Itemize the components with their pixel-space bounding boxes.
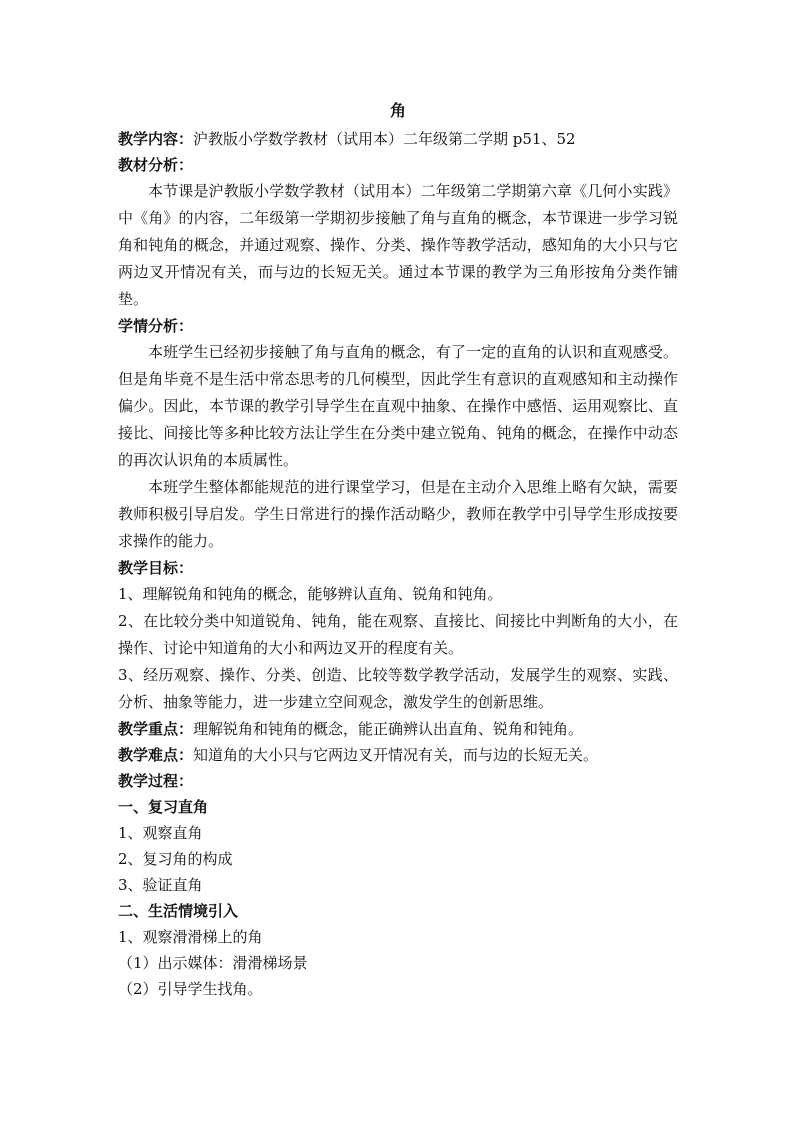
textbook-analysis-heading: 教材分析： (118, 156, 194, 174)
section1-item-1: 1、观察直角 (118, 824, 203, 842)
teaching-key-point-line (118, 716, 678, 742)
section1-item-3: 3、验证直角 (118, 876, 203, 894)
section1-item-2: 2、复习角的构成 (118, 850, 233, 868)
teaching-key-point-label: 教学重点： (118, 720, 194, 738)
teaching-goal-3: 3、经历观察、操作、分类、创造、比较等数学教学活动，发展学生的观察、实践、分析、抽象等能力，进一步建立空间观念，激发学生的创新思维。 (118, 666, 678, 711)
teaching-content-line (118, 126, 678, 152)
section-review-right-angle: 一、复习直角 (118, 798, 209, 816)
teaching-goal-2: 2、在比较分类中知道锐角、钝角，能在观察、直接比、间接比中判断角的大小，在操作、讨论中知道角的大小和两边叉开的程度有关。 (118, 612, 678, 657)
teaching-difficulty-line (118, 742, 678, 768)
teaching-difficulty-label: 教学难点： (118, 746, 194, 764)
section2-sub-item-1: （1）出示媒体：滑滑梯场景 (118, 954, 308, 972)
student-analysis-paragraph-2: 本班学生整体都能规范的进行课堂学习，但是在主动介入思维上略有欠缺，需要教师积极引导启发。学生日常进行的操作活动略少，教师在教学中引导学生形成按要求操作的能力。 (118, 478, 678, 550)
section2-sub-item-2: （2）引导学生找角。 (118, 980, 263, 998)
teaching-process-heading: 教学过程： (118, 772, 194, 790)
section2-item-1: 1、观察滑滑梯上的角 (118, 928, 263, 946)
student-analysis-paragraph-1: 本班学生已经初步接触了角与直角的概念，有了一定的直角的认识和直观感受。但是角毕竟不是生活中常态思考的几何模型，因此学生有意识的直观感知和主动操作偏少。因此，本节课的教学引导学生在直观中抽象、在操作中感悟、运用观察比、直接比、间接比等多种比较方法让学生在分类中建立锐角、钝角的概念，在操作中动态的再次认识角的本质属性。 (118, 343, 678, 469)
document-title: 角 (389, 101, 406, 120)
teaching-goal-1: 1、理解锐角和钝角的概念，能够辨认直角、锐角和钝角。 (118, 585, 503, 603)
teaching-content-label: 教学内容： (118, 130, 194, 148)
section-life-scenario: 二、生活情境引入 (118, 902, 239, 920)
document-body (118, 96, 678, 1002)
teaching-key-point-text: 理解锐角和钝角的概念，能正确辨认出直角、锐角和钝角。 (193, 720, 584, 738)
student-analysis-heading: 学情分析： (118, 317, 194, 335)
teaching-goals-heading: 教学目标： (118, 559, 194, 577)
teaching-difficulty-text: 知道角的大小只与它两边叉开情况有关，而与边的长短无关。 (193, 746, 599, 764)
teaching-content-text: 沪教版小学数学教材（试用本）二年级第二学期 p51、52 (193, 130, 576, 148)
textbook-analysis-paragraph: 本节课是沪教版小学数学教材（试用本）二年级第二学期第六章《几何小实践》中《角》的内容，二年级第一学期初步接触了角与直角的概念，本节课进一步学习锐角和钝角的概念，并通过观察、操作、分类、操作等教学活动，感知角的大小只与它两边叉开情况有关，而与边的长短无关。通过本节课的教学为三角形按角分类作铺垫。 (118, 182, 678, 308)
